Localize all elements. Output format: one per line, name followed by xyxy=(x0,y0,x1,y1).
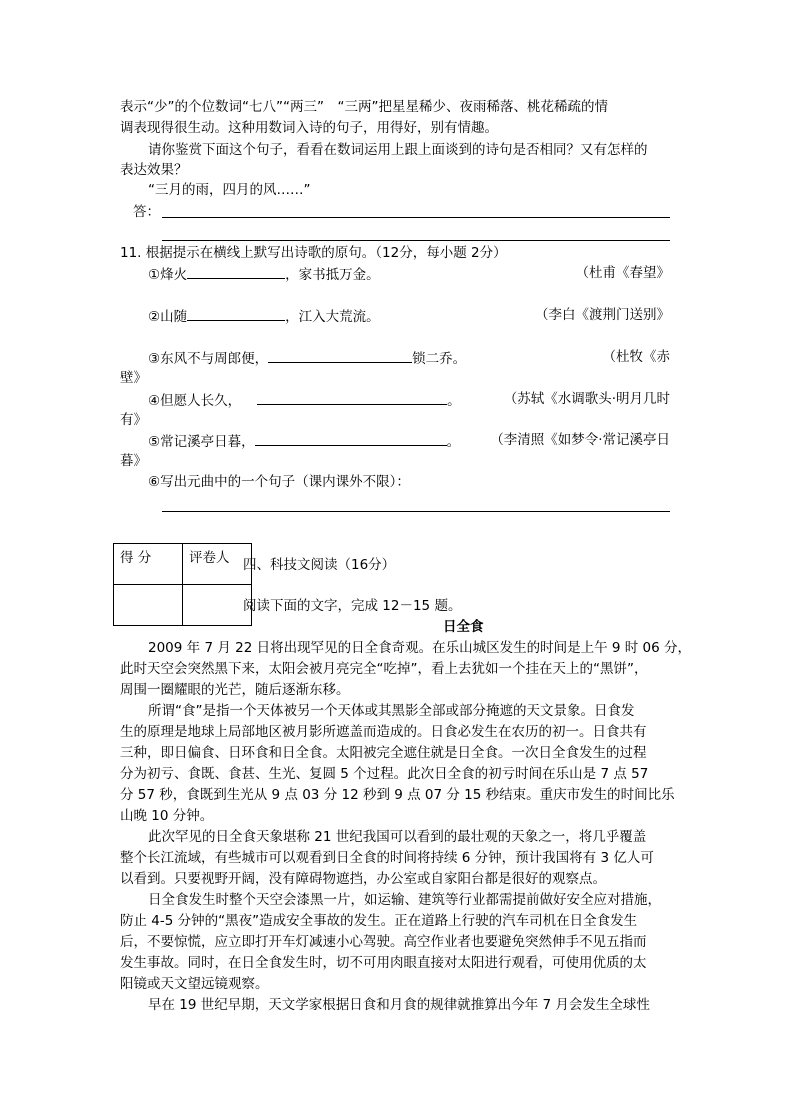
q11-item-1 xyxy=(148,264,670,282)
fill-blank[interactable] xyxy=(187,306,285,321)
answer-label: 答： xyxy=(133,204,160,220)
q11-item-5 xyxy=(148,431,670,449)
article-line: 整个长江流域，有些城市可以观看到日全食的时间将持续 6 分钟，预计我国将有 3 亿人可 xyxy=(120,850,654,866)
score-table xyxy=(113,543,252,626)
fill-blank[interactable] xyxy=(268,348,412,363)
item-source: （李白《渡荆门送别》 xyxy=(535,307,670,323)
item-prefix: ⑤常记溪亭日暮， xyxy=(148,434,255,450)
quote-line: “三月的雨，四月的风……” xyxy=(148,182,311,198)
item-source: （苏轼《水调歌头·明月几时 xyxy=(503,391,670,407)
article-line: 后，不要惊慌，应立即打开车灯减速小心驾驶。高空作业者也要避免突然伸手不见五指而 xyxy=(120,934,647,950)
article-line: 分 57 秒，食既到生光从 9 点 03 分 12 秒到 9 点 07 分 15 秒结束。重庆市发生的时间比乐 xyxy=(120,787,675,803)
intro-line: 表示“少”的个位数词“七八”“两三” “三两”把星星稀少、夜雨稀落、桃花稀疏的情 xyxy=(120,99,608,115)
item-source: （杜甫《春望》 xyxy=(575,265,670,281)
fill-blank[interactable] xyxy=(187,264,285,279)
q11-item-4 xyxy=(148,390,670,408)
item-prefix: ③东风不与周郎便， xyxy=(148,351,269,367)
section-instruction: 阅读下面的文字，完成 12－15 题。 xyxy=(243,598,462,614)
item-prefix: ①烽火 xyxy=(148,267,188,283)
article-line: 山晚 10 分钟。 xyxy=(120,808,214,824)
item-suffix: 锁二乔。 xyxy=(412,351,467,367)
article-line: 日全食发生时整个天空会漆黑一片，如运输、建筑等行业都需提前做好安全应对措施， xyxy=(148,892,661,908)
item-suffix: ，家书抵万金。 xyxy=(285,267,380,283)
article-line: 此时天空会突然黑下来，太阳会被月亮完全“吃掉”，看上去犹如一个挂在天上的“黑饼”， xyxy=(120,661,648,677)
grader-cell[interactable] xyxy=(183,585,252,626)
fill-blank[interactable] xyxy=(257,390,447,405)
grader-header: 评卷人 xyxy=(183,544,252,585)
article-line: 以看到。只要视野开阔，没有障碍物遮挡，办公室或自家阳台都是很好的观察点。 xyxy=(120,871,606,887)
article-line: 早在 19 世纪早期，天文学家根据日食和月食的规律就推算出今年 7 月会发生全球性 xyxy=(148,997,650,1013)
article-line: 所谓“食”是指一个天体被另一个天体或其黑影全部或部分掩遮的天文景象。日食发 xyxy=(148,703,635,719)
q11-item-2 xyxy=(148,306,670,324)
item-source: （李清照《如梦令·常记溪亭日 xyxy=(490,432,670,448)
item-source: （杜牧《赤 xyxy=(602,349,670,365)
intro-line: 请你鉴赏下面这个句子，看看在数词运用上跟上面谈到的诗句是否相同？又有怎样的 xyxy=(148,142,648,158)
score-header: 得 分 xyxy=(114,544,183,585)
answer-line[interactable] xyxy=(162,217,670,218)
article-line: 阳镜或天文望远镜观察。 xyxy=(120,976,269,992)
item-source-wrap: 暮》 xyxy=(120,453,147,469)
article-line: 此次罕见的日全食天象堪称 21 世纪我国可以看到的最壮观的天象之一，将几乎覆盖 xyxy=(148,829,647,845)
article-line: 三种，即日偏食、日环食和日全食。太阳被完全遮住就是日全食。一次日全食发生的过程 xyxy=(120,745,647,761)
article-line: 防止 4-5 分钟的“黑夜”造成安全事故的发生。正在道路上行驶的汽车司机在日全食发生 xyxy=(120,913,638,929)
article-line: 发生事故。同时，在日全食发生时，切不可用肉眼直接对太阳进行观看，可使用优质的太 xyxy=(120,955,647,971)
article-line: 2009 年 7 月 22 日将出现罕见的日全食奇观。在乐山城区发生的时间是上午 9 时 06 分， xyxy=(148,640,692,656)
answer-line[interactable] xyxy=(162,240,670,241)
article-line: 生的原理是地球上局部地区被月影所遮盖而造成的。日食必发生在农历的初一。日食共有 xyxy=(120,724,647,740)
intro-line: 调表现得很生动。这种用数词入诗的句子，用得好，别有情趣。 xyxy=(120,120,498,136)
article-title: 日全食 xyxy=(443,619,484,635)
section-heading: 四、科技文阅读（16分） xyxy=(243,557,396,573)
item-prefix: ②山随 xyxy=(148,309,188,325)
answer-line[interactable] xyxy=(162,511,670,512)
item-source-wrap: 壁》 xyxy=(120,370,147,386)
intro-line: 表达效果？ xyxy=(120,162,188,178)
q11-item-3 xyxy=(148,348,670,366)
item-source-wrap: 有》 xyxy=(120,412,147,428)
item-suffix: ，江入大荒流。 xyxy=(285,309,380,325)
item-prefix: ④但愿人长久， xyxy=(148,393,242,409)
article-line: 周围一圈耀眼的光芒，随后逐渐东移。 xyxy=(120,682,350,698)
q11-item-6: ⑥写出元曲中的一个句子（课内课外不限）： xyxy=(148,474,410,490)
score-cell[interactable] xyxy=(114,585,183,626)
q11-title: 11. 根据提示在横线上默写出诗歌的原句。（12分，每小题 2分） xyxy=(120,245,507,261)
fill-blank[interactable] xyxy=(255,431,447,446)
item-suffix: 。 xyxy=(446,434,461,450)
article-line: 分为初亏、食既、食甚、生光、复圆 5 个过程。此次日全食的初亏时间在乐山是 7 点 57 xyxy=(120,766,649,782)
item-suffix: 。 xyxy=(447,393,461,409)
